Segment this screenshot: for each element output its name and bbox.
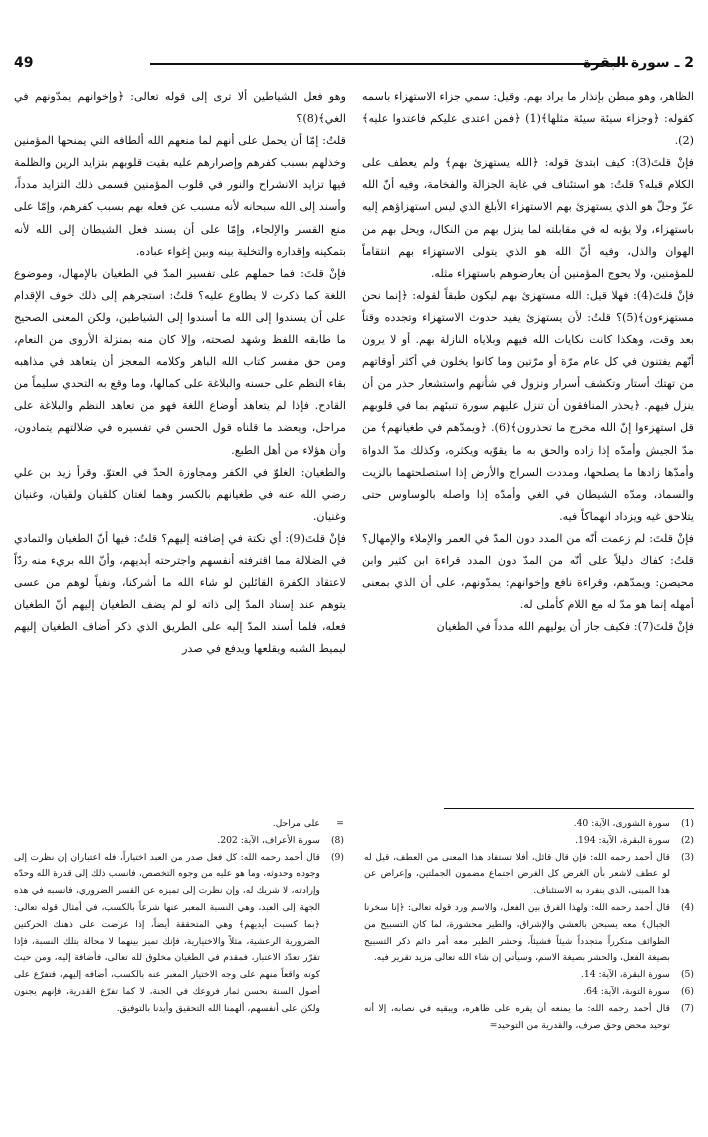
footnote-text: قال أحمد رحمه الله: ولهذا الفرق بين الفعل، والاسم ورد قوله تعالى: ﴿إنا سخرنا الجبال﴾ معه يسبحن بالعشي والإشراق، والطير محشورة، لما كان التسبيح من الطوائف متكرراً متجدداً شيئاً فشيئاً، وحشر الطير معه أمر دائم ذكر التسبيح بصيغة الفعل، والحشر بصيغة الاسم، وسيأتي إن شاء الله تعالى مزيد تقرير فيه. xyxy=(364,901,670,964)
footnote-text: سورة الشورى، الآية: 40. xyxy=(573,818,670,829)
footnote-text: قال أحمد رحمه الله: ما يمنعه أن يقره على ظاهره، ويبقيه في نصابه، إلا أنه توحيد محض وحق صرف، والقدرية من التوحيد= xyxy=(364,1002,670,1031)
paragraph: والطغيان: الغلوّ في الكفر ومجاوزة الحدّ في العتوّ. وقرأ زيد بن علي رضي الله عنه في طغيانهم بالكسر وهما لغتان كلقيان ولقيان، وغنيان وغنيان. xyxy=(14,465,346,523)
paragraph: فإنْ قلتَ(3): كيف ابتدئ قوله: ﴿الله يستهزئ بهم﴾ ولم يعطف على الكلام قبله؟ قلتُ: هو استئناف في غاية الجزالة والفخامة، وفيه أنّ الله عزّ وجلّ هو الذي يستهزئ بهم الاستهزاء الأبلغ الذي ليس استهزاؤهم إليه باستهزاء، ولا يؤبه له في مقابلته لما ينزل بهم من النكال، ويحل بهم من الهوان والذل، وفيه أنّ الله هو الذي يتولى الاستهزاء بهم انتقاماً للمؤمنين، ولا يحوج المؤمنين أن يعارضوهم باستهزاء مثله. xyxy=(362,156,694,280)
paragraph: فإنْ قلتَ(4): فهلا قيل: الله مستهزئ بهم ليكون طبقاً لقوله: ﴿إنما نحن مستهزءون﴾(5)؟ قلتُ: لأن يستهزئ يفيد حدوث الاستهزاء وتجدده وقتاً بعد وقت، وهكذا كانت نكايات الله فيهم وبلاياه النازلة بهم. أو لا يرون أنّهم يفتنون في كل عام مرّة أو مرّتين وما كانوا يخلون في أكثر أوقاتهم من تهتك أستار وتكشف أسرار ونزول في شأنهم واستشعار حذر من أن ينزل فيهم. ﴿يحذر المنافقون أن تنزل عليهم سورة تنبئهم بما في قلوبهم قل استهزءوا إنّ الله مخرج ما تحذرون﴾(6). ﴿ويمدّهم في طغيانهم﴾ من مدّ الجيش وأمدّه إذا زاده والحق به ما يقوّيه ويكثره، وكذلك مدّ الدواة وأمدّها زادها ما يصلحها، ومددت السراج والأرض إذا استصلحتهما بالزيت والسماد، ومدّه الشيطان في الغي وأمدّه إذا واصله بالوساوس حتى يتلاحق غيه ويزداد انهماكاً فيه. xyxy=(362,288,694,523)
footnote-text: سورة البقرة، الآية: 14. xyxy=(580,969,670,981)
footnote-text: قال أحمد رحمه الله: كل فعل صدر من العبد اختياراً، فله اعتباران إن نظرت إلى وجوده وحدوثه، وما هو عليه من وجوه التخصص، فانسب ذلك إلى قدرة الله وحدّه وإرادته، لا شريك له، وإن نظرت إلى تميزه عن القسر الضروري، فانسبه في هذه الجهة إلى العبد، وهي النسبة المعبر عنها شرعاً بالكسب، في أمثال قوله تعالى: ﴿بما كسبت أيديهم﴾ وهي المتحققة أيضاً، إذا عرضت على ذهنك الحركتين الضرورية الرعشية، مثلاً والاختيارية، فإنك تميز بينهما لا محالة بتلك النسبة، فإذا تقرّر تعدّد الاعتبار، فمقدم في الطغيان مخلوق لله تعالى، فأضافة إليه، ومن حيث كونه واقعاً منهم على وجه الاختيار المعبر عنه بالكسب، أضافه إليهم، فتفرّع على أصول السنة بحسن ثمار فروعك في الجنة، لا كما تفرّع القدرية، فإنهم يجنون ولكن على أنفسهم، ألهمنا الله التحقيق وأيدنا بالتوفيق. xyxy=(14,851,320,1014)
footnote xyxy=(14,833,344,850)
footnote-text: سورة البقرة، الآية: 194. xyxy=(575,834,670,846)
footnote-number: (9) xyxy=(330,851,344,863)
paragraph: وهو فعل الشياطين ألا ترى إلى قوله تعالى: ﴿وإخوانهم يمدّونهم في الغي﴾(8)؟ xyxy=(14,90,346,126)
footnotes-left-column xyxy=(14,816,344,1126)
footnote-number: (2) xyxy=(680,834,694,846)
footnote xyxy=(364,967,694,984)
header-rule xyxy=(150,63,628,65)
paragraph: فإنْ قلتَ(9): أي نكتة في إضافته إليهم؟ قلتُ: فيها أنّ الطغيان والتمادي في الضلالة مما اقترفته أنفسهم واجترحته أيديهم، وأنّ الله بريء منه ردّاً لاعتقاد الكفرة القائلين لو شاء الله ما أشركنا، ونفياً لوهم من عسى يتوهم عند إسناد المدّ إلى ذاته لو لم يضف الطغيان إليهم أنّ الطغيان فعله، فلما أسند المدّ إليه على الطريق الذي ذكر أضاف الطغيان إليهم ليميط الشبه ويقلعها ويدفع في صدر xyxy=(14,531,346,656)
main-text-right-column xyxy=(362,86,694,796)
footnote-text: على مراحل. xyxy=(272,818,320,829)
footnote-number: (7) xyxy=(680,1002,694,1014)
paragraph: قلتُ: إمّا أن يحمل على أنهم لما منعهم الله ألطافه التي يمنحها المؤمنين وخذلهم بسبب كفرهم وإصرارهم عليه بقيت قلوبهم بتزايد الرين والظلمة فيها تزايد الانشراح والنور في قلوب المؤمنين فسمى ذلك التزايد مدداً، وأسند إلى الله سبحانه لأنه مسبب عن فعله بهم بسبب كفرهم، وإمّا على منع القسر والإلجاء، وإمّا على أن يسند فعل الشيطان إلى الله لأنه بتمكينه وإقداره والتخلية بينه وبين إغواء عباده. xyxy=(14,134,346,258)
running-title: 2 ـ سورة البقرة xyxy=(583,55,694,71)
footnote-text: قال أحمد رحمه الله: فإن قال قائل، أفلا تستفاد هذا المعنى من العطف، قيل له لو عطف لاشعر بأن الغرض كل الغرض اجتماع مضمون الجملتين، وإعراض عن هذا المبنى، الذي ينفرد به الاستئناف. xyxy=(364,851,670,897)
footnote xyxy=(364,816,694,833)
footnote xyxy=(364,900,694,967)
footnote-continuation-mark: = xyxy=(336,818,344,829)
footnote-number: (8) xyxy=(330,834,344,846)
footnote-number: (6) xyxy=(680,985,694,997)
main-text-left-column xyxy=(14,86,346,796)
footnote xyxy=(364,850,694,900)
paragraph: الظاهر، وهو مبطن بإنذار ما يراد بهم. وقيل: سمي جزاء الاستهزاء باسمه كقوله: ﴿وجزاء سيئة سيئة مثلها﴾(1) ﴿فمن اعتدى عليكم فاعتدوا عليه﴾(2). xyxy=(362,90,694,148)
footnote xyxy=(364,1001,694,1035)
footnote xyxy=(364,984,694,1001)
footnote-number: (5) xyxy=(680,969,694,981)
footnote-number: (1) xyxy=(680,818,694,829)
footnote xyxy=(364,833,694,850)
footnotes-right-column xyxy=(364,816,694,1126)
footnote-number: (3) xyxy=(680,851,694,863)
paragraph: فإنْ قلتَ: فما حملهم على تفسير المدّ في الطغيان بالإمهال، وموضوع اللغة كما ذكرت لا يطاوع عليه؟ قلتُ: استجرهم إلى ذلك خوف الإقدام على أن يسندوا إلى الله ما أسندوا إلى الشياطين، ولكن المعنى الصحيح ما طابقه اللفظ وشهد لصحته، وإلا كان منه بمنزلة الأروى من النعام، ومن حق مفسر كتاب الله الباهر وكلامه المعجز أن يتعاهد في مذاهبه بقاء النظم على حسنه والبلاغة على كمالها، وما وقع به التحدي سليماً من القادح. فإذا لم يتعاهد أوضاع اللغة فهو من تعاهد النظم والبلاغة على مراحل، ويعضد ما قلناه قول الحسن في تفسيره في ضلالتهم يتمادون، وأن هؤلاء من أهل الطبع. xyxy=(14,266,346,457)
footnote-text: سورة التوبة، الآية: 64. xyxy=(583,985,670,997)
footnote-separator xyxy=(444,808,694,809)
paragraph: فإنْ قلتَ: لم زعمت أنّه من المدد دون المدّ في العمر والإملاء والإمهال؟ قلتُ: كفاك دليلاً على أنّه من المدّ دون المدد قراءة ابن كثير وابن محيصن: ويمدّهم، وقراءة نافع وإخوانهم: يمدّونهم، على أن الذي بمعنى أمهله إنما هو مدّ له مع اللام كأملى له. xyxy=(362,531,694,612)
footnote xyxy=(14,850,344,1018)
footnote-text: سورة الأعراف، الآية: 202. xyxy=(217,834,320,846)
page-number: 49 xyxy=(14,55,34,71)
paragraph: فإنْ قلتَ(7): فكيف جاز أن يوليهم الله مدداً في الطغيان xyxy=(436,620,694,634)
footnote-number: (4) xyxy=(680,901,694,913)
footnote xyxy=(14,816,344,833)
